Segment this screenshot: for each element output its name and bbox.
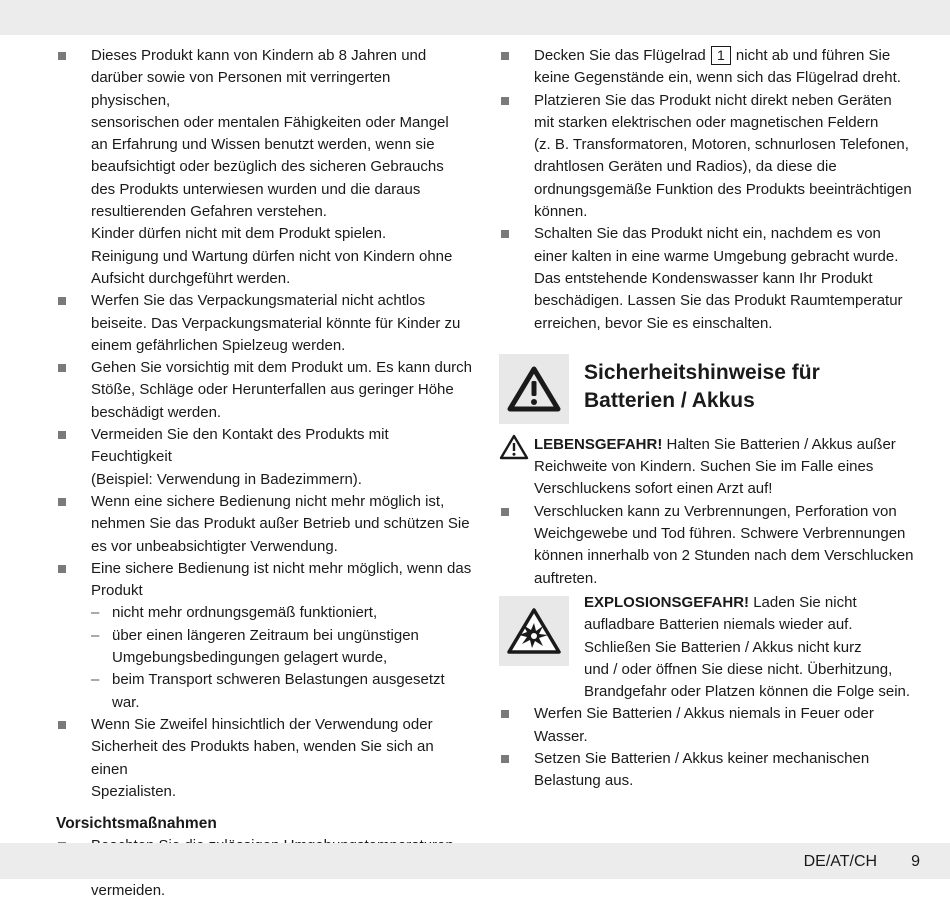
warning-triangle-icon bbox=[499, 434, 529, 460]
life-danger-warning: LEBENSGEFAHR! Halten Sie Batterien / Akkus außer Reichweite von Kindern. Suchen Sie im Falle eines Verschluckens sofort einen Arzt auf! bbox=[499, 434, 914, 501]
list-item: vermeiden. bbox=[56, 835, 472, 902]
page-number: 9 bbox=[911, 853, 920, 870]
list-item: Werfen Sie Batterien / Akkus niemals in Feuer oder Wasser. bbox=[499, 703, 914, 748]
left-column bbox=[56, 45, 472, 902]
list-item: Decken Sie das Flügelrad 1 nicht ab und führen Sie keine Gegenstände ein, wenn sich das Flügelrad dreht. bbox=[499, 45, 914, 90]
danger-label: LEBENSGEFAHR! bbox=[534, 435, 663, 453]
section-title: Sicherheitshinweise für Batterien / Akkus bbox=[584, 360, 820, 412]
list-item: Platzieren Sie das Produkt nicht direkt neben Geräten mit starken elektrischen oder magnetischen Feldern (z. B. Transformatoren, Motoren, schnurlosen Telefonen, drahtlosen Geräten und Radios), da diese die ordnungsgemäße Funktion des Produkts beeinträchtigen können. bbox=[499, 90, 914, 224]
list-item: Verschlucken kann zu Verbrennungen, Perforation von Weichgewebe und Tod führen. Schwere Verbrennungen können innerhalb von 2 Stunden nach dem Verschlucken auftreten. bbox=[499, 501, 914, 590]
battery-list-continued bbox=[499, 703, 914, 792]
warning-triangle-icon bbox=[507, 366, 561, 412]
list-item: Setzen Sie Batterien / Akkus keiner mechanischen Belastung aus. bbox=[499, 748, 914, 793]
precautions-heading: Vorsichtsmaßnahmen bbox=[56, 815, 217, 833]
part-reference: 1 bbox=[711, 46, 731, 65]
battery-list bbox=[499, 501, 914, 590]
top-bar bbox=[0, 0, 950, 35]
sublist-item: – über einen längeren Zeitraum bei ungünstigen Umgebungsbedingungen gelagert wurde, bbox=[91, 625, 472, 670]
safety-list bbox=[56, 45, 472, 803]
locale-label: DE/AT/CH bbox=[803, 853, 878, 870]
warning-box bbox=[499, 354, 569, 424]
sublist-item: – nicht mehr ordnungsgemäß funktioniert, bbox=[91, 602, 472, 624]
condition-sublist bbox=[91, 602, 472, 713]
list-item: Werfen Sie das Verpackungsmaterial nicht achtlos beiseite. Das Verpackungsmaterial könnte für Kinder zu einem gefährlichen Spielzeug werden. bbox=[56, 290, 472, 357]
right-column bbox=[499, 45, 914, 793]
explosion-box bbox=[499, 596, 569, 666]
explosion-hazard-icon bbox=[506, 607, 562, 655]
explosion-label: EXPLOSIONSGEFAHR! bbox=[584, 593, 750, 611]
list-item: Schalten Sie das Produkt nicht ein, nachdem es von einer kalten in eine warme Umgebung gebracht wurde. Das entstehende Kondenswasser kann Ihr Produkt beschädigen. Lassen Sie das Produkt Raumtemperatur erreichen, bevor Sie es einschalten. bbox=[499, 223, 914, 334]
page-footer bbox=[804, 851, 920, 873]
list-item: Wenn eine sichere Bedienung nicht mehr möglich ist, nehmen Sie das Produkt außer Betrieb und schützen Sie es vor unbeabsichtigter Verwendung. bbox=[56, 491, 472, 558]
sublist-item: – beim Transport schweren Belastungen ausgesetzt war. bbox=[91, 669, 472, 714]
list-item: Vermeiden Sie den Kontakt des Produkts mit Feuchtigkeit (Beispiel: Verwendung in Badezimmern). bbox=[56, 424, 472, 491]
list-item: Wenn Sie Zweifel hinsichtlich der Verwendung oder Sicherheit des Produkts haben, wenden Sie sich an einen Spezialisten. bbox=[56, 714, 472, 803]
battery-section-header bbox=[499, 354, 914, 424]
list-item: Dieses Produkt kann von Kindern ab 8 Jahren und darüber sowie von Personen mit verringerten physischen, sensorischen oder mentalen Fähigkeiten oder Mangel an Erfahrung und Wissen benutzt werden, wenn sie beaufsichtigt oder bezüglich des sicheren Gebrauchs des Produkts unterwiesen wurden und die daraus resultierenden Gefahren verstehen. Kinder dürfen nicht mit dem Produkt spielen. Reinigung und Wartung dürfen nicht von Kindern ohne Aufsicht durchgeführt werden. bbox=[56, 45, 472, 290]
list-item: Eine sichere Bedienung ist nicht mehr möglich, wenn das Produkt – nicht mehr ordnungsgemäß funktioniert, – über einen längeren Zeitraum bei ungünstigen Umgebungsbedingungen gelagert wurde, – beim Transport schweren Belastungen ausgesetzt war. bbox=[56, 558, 472, 714]
list-item: Gehen Sie vorsichtig mit dem Produkt um. Es kann durch Stöße, Schläge oder Herunterfallen aus geringer Höhe beschädigt werden. bbox=[56, 357, 472, 424]
safety-list-continued bbox=[499, 45, 914, 335]
explosion-warning: EXPLOSIONSGEFAHR! Laden Sie nicht aufladbare Batterien niemals wieder auf. Schließen Sie Batterien / Akkus nicht kurz und / oder öffnen Sie diese nicht. Überhitzung, Brandgefahr oder Platzen können die Folge sein. bbox=[499, 592, 914, 703]
